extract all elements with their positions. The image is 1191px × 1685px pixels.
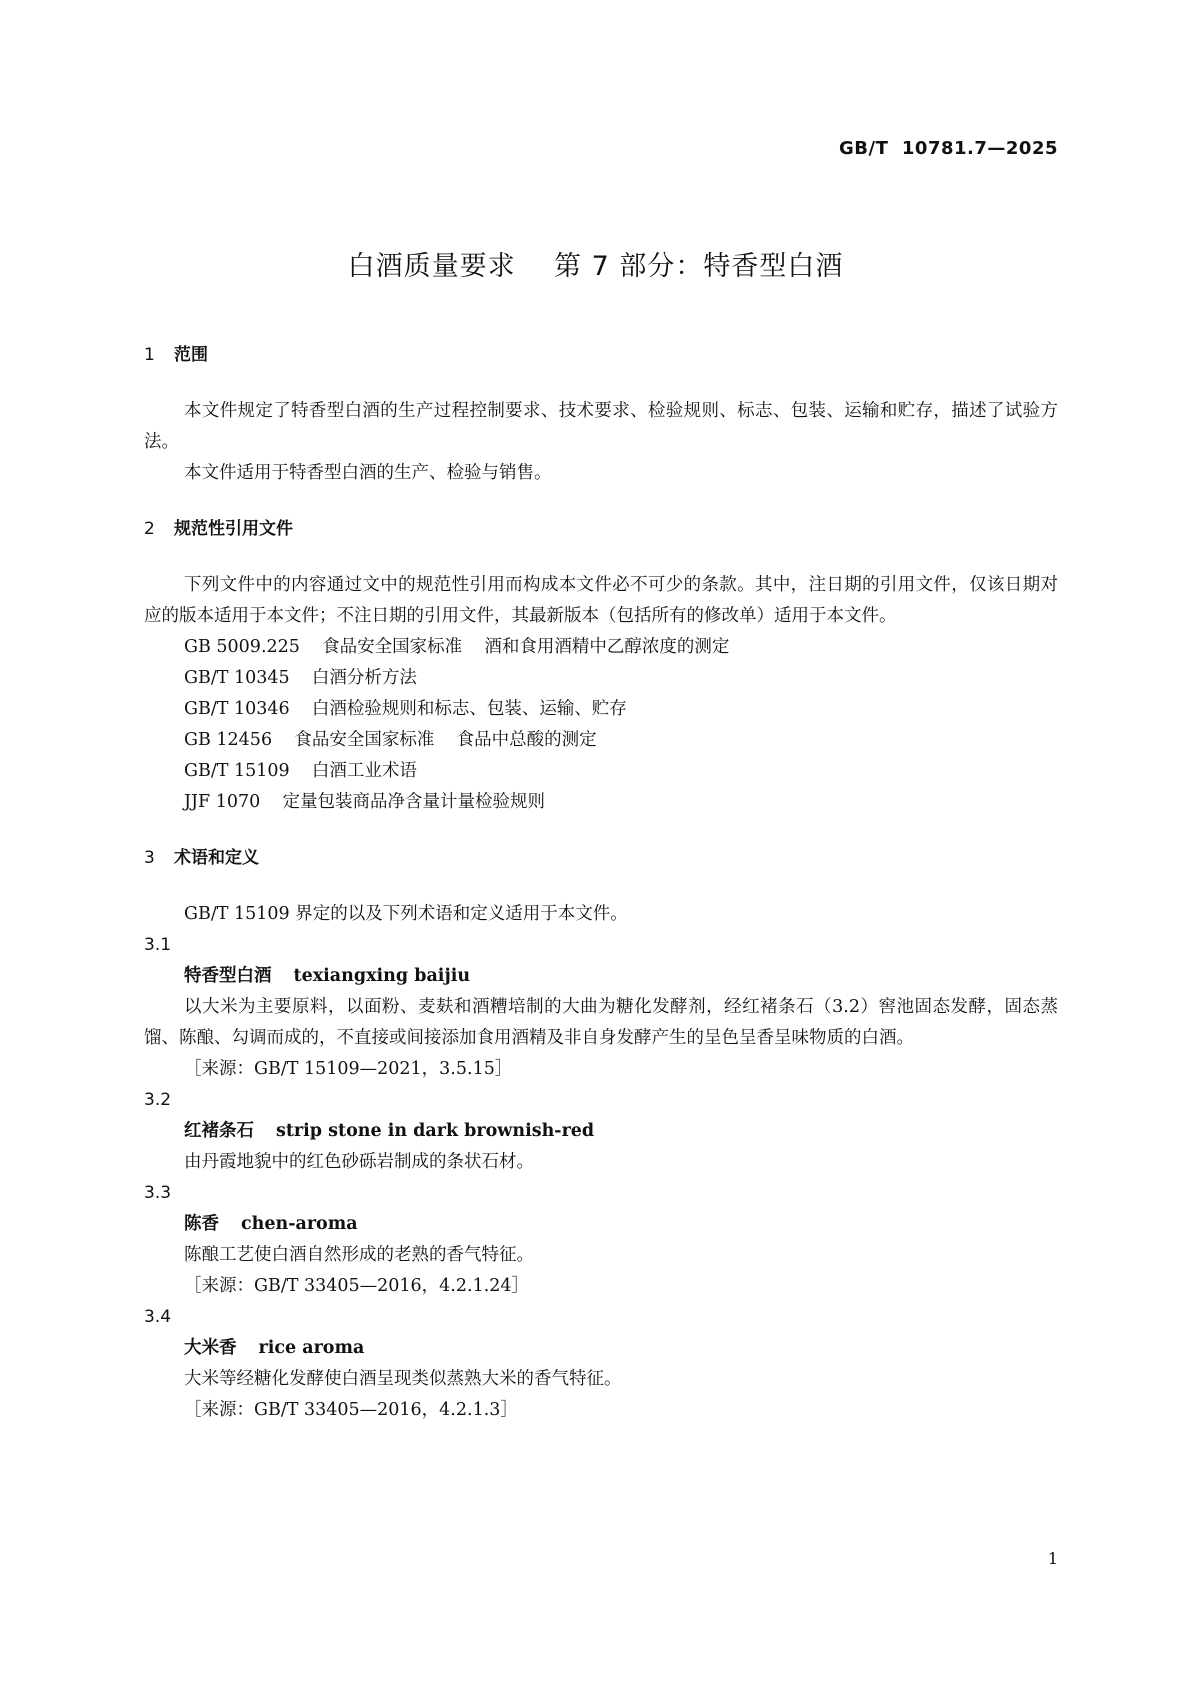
section-heading-scope — [144, 342, 1058, 368]
section-title: 术语和定义 — [174, 848, 259, 868]
term-name-en: rice aroma — [258, 1338, 365, 1358]
document-title: 白酒质量要求 第 7 部分：特香型白酒 — [347, 251, 844, 282]
paragraph: 本文件规定了特香型白酒的生产过程控制要求、技术要求、检验规则、标志、包装、运输和贮存，描述了试验方法。 — [144, 401, 1058, 452]
term-number: 3.1 — [144, 935, 172, 955]
reference-item: GB/T 10346 白酒检验规则和标志、包装、运输、贮存 — [184, 699, 627, 719]
reference-item: GB/T 10345 白酒分析方法 — [184, 668, 417, 688]
section-title: 规范性引用文件 — [174, 519, 293, 539]
standard-code: GB/T 10781.7—2025 — [839, 138, 1058, 159]
term-name — [144, 961, 1058, 992]
section-heading-terms — [144, 845, 1058, 871]
section-number: 1 — [144, 345, 155, 365]
term-number: 3.3 — [144, 1183, 172, 1203]
term-source: ［来源：GB/T 33405—2016，4.2.1.3］ — [184, 1400, 518, 1420]
term-name-cn: 特香型白酒 — [184, 966, 272, 986]
paragraph: 下列文件中的内容通过文中的规范性引用而构成本文件必不可少的条款。其中，注日期的引用文件，仅该日期对应的版本适用于本文件；不注日期的引用文件，其最新版本（包括所有的修改单）适用于本文件。 — [144, 575, 1058, 626]
term-entry — [144, 930, 1058, 1085]
term-name-cn: 红褚条石 — [184, 1121, 254, 1141]
section-heading-normative-refs — [144, 516, 1058, 542]
term-definition: 陈酿工艺使白酒自然形成的老熟的香气特征。 — [184, 1245, 534, 1265]
section-number: 3 — [144, 848, 155, 868]
term-name-en: texiangxing baijiu — [293, 966, 471, 986]
term-definition: 大米等经糖化发酵使白酒呈现类似蒸熟大米的香气特征。 — [184, 1369, 622, 1389]
term-definition: 由丹霞地貌中的红色砂砾岩制成的条状石材。 — [184, 1152, 534, 1172]
term-number: 3.4 — [144, 1307, 172, 1327]
term-name — [144, 1333, 1058, 1364]
term-name-cn: 陈香 — [184, 1214, 219, 1234]
term-entry — [144, 1085, 1058, 1178]
section-number: 2 — [144, 519, 155, 539]
reference-item: GB/T 15109 白酒工业术语 — [184, 761, 417, 781]
reference-item: JJF 1070 定量包装商品净含量计量检验规则 — [184, 792, 546, 812]
term-number: 3.2 — [144, 1090, 172, 1110]
term-source: ［来源：GB/T 15109—2021，3.5.15］ — [184, 1059, 513, 1079]
term-name — [144, 1116, 1058, 1147]
term-entry — [144, 1178, 1058, 1302]
reference-item: GB 5009.225 食品安全国家标准 酒和食用酒精中乙醇浓度的测定 — [184, 637, 730, 657]
term-name-en: strip stone in dark brownish-red — [276, 1121, 595, 1141]
paragraph: 本文件适用于特香型白酒的生产、检验与销售。 — [184, 463, 552, 483]
term-definition: 以大米为主要原料，以面粉、麦麸和酒糟培制的大曲为糖化发酵剂，经红褚条石（3.2）窖池固态发酵，固态蒸馏、陈酿、勾调而成的，不直接或间接添加食用酒精及非自身发酵产生的呈色呈香呈味物质的白酒。 — [144, 997, 1058, 1048]
paragraph: GB/T 15109 界定的以及下列术语和定义适用于本文件。 — [184, 904, 628, 924]
term-entry — [144, 1302, 1058, 1426]
section-title: 范围 — [174, 345, 208, 365]
page-number: 1 — [1047, 1549, 1058, 1568]
document-body — [144, 342, 1058, 1426]
term-source: ［来源：GB/T 33405—2016，4.2.1.24］ — [184, 1276, 530, 1296]
term-name-cn: 大米香 — [184, 1338, 237, 1358]
term-name — [144, 1209, 1058, 1240]
term-name-en: chen-aroma — [241, 1214, 358, 1234]
reference-item: GB 12456 食品安全国家标准 食品中总酸的测定 — [184, 730, 597, 750]
